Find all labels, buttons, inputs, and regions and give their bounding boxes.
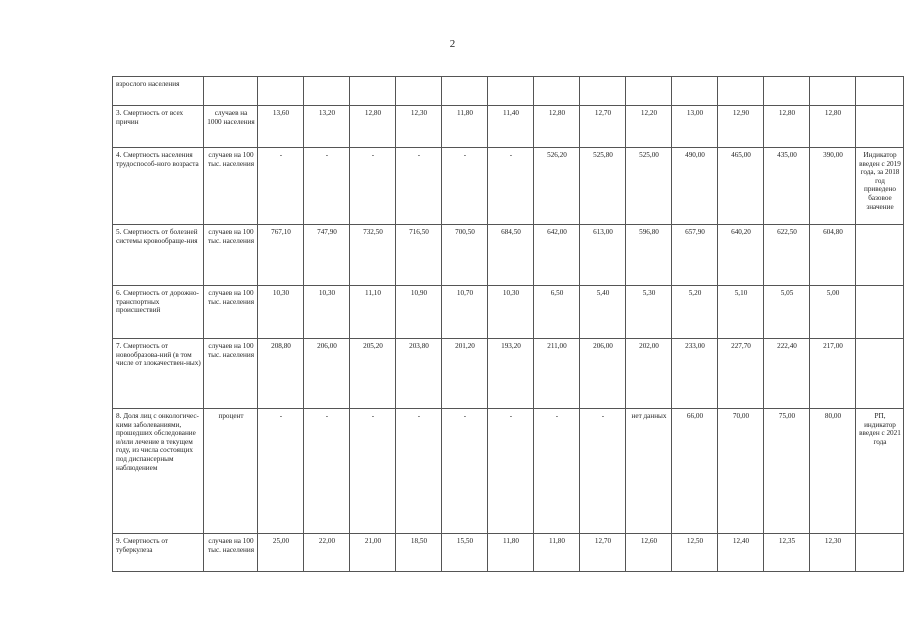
value-cell: 12,50	[672, 534, 718, 572]
note-cell: РП, индикатор введен с 2021 года	[856, 409, 904, 534]
value-cell: 490,00	[672, 148, 718, 225]
value-cell: -	[488, 148, 534, 225]
value-cell: 526,20	[534, 148, 580, 225]
value-cell: 12,30	[810, 534, 856, 572]
indicator-cell: 6. Смертность от дорожно-транспортных происшествий	[113, 286, 204, 339]
value-cell: -	[488, 409, 534, 534]
value-cell: 202,00	[626, 339, 672, 409]
value-cell: 227,70	[718, 339, 764, 409]
value-cell: 11,10	[350, 286, 396, 339]
value-cell: -	[350, 409, 396, 534]
indicator-cell: 3. Смертность от всех причин	[113, 106, 204, 148]
value-cell: -	[258, 409, 304, 534]
value-cell: -	[534, 409, 580, 534]
value-cell: 10,70	[442, 286, 488, 339]
value-cell: 12,80	[810, 106, 856, 148]
value-cell: 206,00	[304, 339, 350, 409]
value-cell: 12,70	[580, 106, 626, 148]
value-cell: 465,00	[718, 148, 764, 225]
value-cell: 10,30	[304, 286, 350, 339]
value-cell: 222,40	[764, 339, 810, 409]
value-cell: 10,30	[488, 286, 534, 339]
value-cell: -	[442, 409, 488, 534]
value-cell: 657,90	[672, 225, 718, 286]
indicator-cell: 7. Смертность от новообразова-ний (в том числе от злокачествен-ных)	[113, 339, 204, 409]
note-cell: Индикатор введен с 2019 года, за 2018 год приведено базовое значение	[856, 148, 904, 225]
value-cell: 642,00	[534, 225, 580, 286]
value-cell: 5,30	[626, 286, 672, 339]
value-cell: 203,80	[396, 339, 442, 409]
value-cell: 15,50	[442, 534, 488, 572]
value-cell: 12,20	[626, 106, 672, 148]
value-cell: 13,00	[672, 106, 718, 148]
value-cell: 525,80	[580, 148, 626, 225]
value-cell: 13,60	[258, 106, 304, 148]
value-cell: 525,00	[626, 148, 672, 225]
value-cell: 684,50	[488, 225, 534, 286]
note-cell	[856, 225, 904, 286]
value-cell: 11,80	[442, 106, 488, 148]
value-cell: 5,10	[718, 286, 764, 339]
value-cell: 640,20	[718, 225, 764, 286]
unit-cell: случаев на 100 тыс. населения	[204, 225, 258, 286]
table-row	[113, 339, 904, 409]
value-cell: 12,30	[396, 106, 442, 148]
table-row	[113, 286, 904, 339]
unit-cell: случаев на 100 тыс. населения	[204, 148, 258, 225]
value-cell: 12,70	[580, 534, 626, 572]
value-cell: 622,50	[764, 225, 810, 286]
value-cell: -	[396, 148, 442, 225]
value-cell: 716,50	[396, 225, 442, 286]
value-cell: 11,40	[488, 106, 534, 148]
value-cell: -	[350, 148, 396, 225]
value-cell: 11,80	[534, 534, 580, 572]
value-cell: -	[442, 148, 488, 225]
unit-cell: случаев на 1000 населения	[204, 106, 258, 148]
note-cell	[856, 106, 904, 148]
value-cell: -	[258, 148, 304, 225]
value-cell: 205,20	[350, 339, 396, 409]
indicator-cell: 8. Доля лиц с онкологичес-кими заболеваниями, прошедших обследование и/или лечение в текущем году, из числа состоящих под диспансерным наблюдением	[113, 409, 204, 534]
value-cell: 201,20	[442, 339, 488, 409]
value-cell: 18,50	[396, 534, 442, 572]
value-cell: 5,05	[764, 286, 810, 339]
unit-cell: случаев на 100 тыс. населения	[204, 286, 258, 339]
value-cell: 80,00	[810, 409, 856, 534]
value-cell: 767,10	[258, 225, 304, 286]
value-cell: 12,40	[718, 534, 764, 572]
value-cell: 5,00	[810, 286, 856, 339]
value-cell: 208,80	[258, 339, 304, 409]
indicators-table	[112, 76, 904, 572]
value-cell: 604,80	[810, 225, 856, 286]
indicator-cell: 4. Смертность населения трудоспособ-ного возраста	[113, 148, 204, 225]
table-row	[113, 225, 904, 286]
table-row	[113, 409, 904, 534]
value-cell: 75,00	[764, 409, 810, 534]
value-cell: 747,90	[304, 225, 350, 286]
value-cell: нет данных	[626, 409, 672, 534]
value-cell: 217,00	[810, 339, 856, 409]
value-cell: 22,00	[304, 534, 350, 572]
value-cell: -	[304, 148, 350, 225]
unit-cell: процент	[204, 409, 258, 534]
value-cell: 613,00	[580, 225, 626, 286]
value-cell: 10,90	[396, 286, 442, 339]
value-cell: 233,00	[672, 339, 718, 409]
page-number: 2	[449, 38, 456, 50]
indicator-cell: 9. Смертность от туберкулеза	[113, 534, 204, 572]
note-cell	[856, 534, 904, 572]
value-cell: 211,00	[534, 339, 580, 409]
value-cell: 12,80	[350, 106, 396, 148]
value-cell: 70,00	[718, 409, 764, 534]
value-cell: -	[580, 409, 626, 534]
value-cell: -	[396, 409, 442, 534]
value-cell: 13,20	[304, 106, 350, 148]
value-cell: 21,00	[350, 534, 396, 572]
indicator-cell: 5. Смертность от болезней системы кровообраще-ния	[113, 225, 204, 286]
value-cell: 11,80	[488, 534, 534, 572]
value-cell: 12,60	[626, 534, 672, 572]
value-cell: 12,80	[764, 106, 810, 148]
table-row	[113, 148, 904, 225]
value-cell: -	[304, 409, 350, 534]
value-cell: 10,30	[258, 286, 304, 339]
value-cell: 435,00	[764, 148, 810, 225]
table-row	[113, 106, 904, 148]
table-row	[113, 77, 904, 106]
value-cell: 390,00	[810, 148, 856, 225]
value-cell: 12,35	[764, 534, 810, 572]
note-cell	[856, 286, 904, 339]
value-cell: 12,90	[718, 106, 764, 148]
indicator-cell: взрослого населения	[113, 77, 204, 106]
value-cell: 700,50	[442, 225, 488, 286]
value-cell: 206,00	[580, 339, 626, 409]
value-cell: 193,20	[488, 339, 534, 409]
table-row	[113, 534, 904, 572]
value-cell: 5,40	[580, 286, 626, 339]
unit-cell: случаев на 100 тыс. населения	[204, 339, 258, 409]
value-cell: 66,00	[672, 409, 718, 534]
value-cell: 5,20	[672, 286, 718, 339]
value-cell: 6,50	[534, 286, 580, 339]
note-cell	[856, 339, 904, 409]
value-cell: 732,50	[350, 225, 396, 286]
value-cell: 596,80	[626, 225, 672, 286]
value-cell: 12,80	[534, 106, 580, 148]
unit-cell: случаев на 100 тыс. населения	[204, 534, 258, 572]
value-cell: 25,00	[258, 534, 304, 572]
